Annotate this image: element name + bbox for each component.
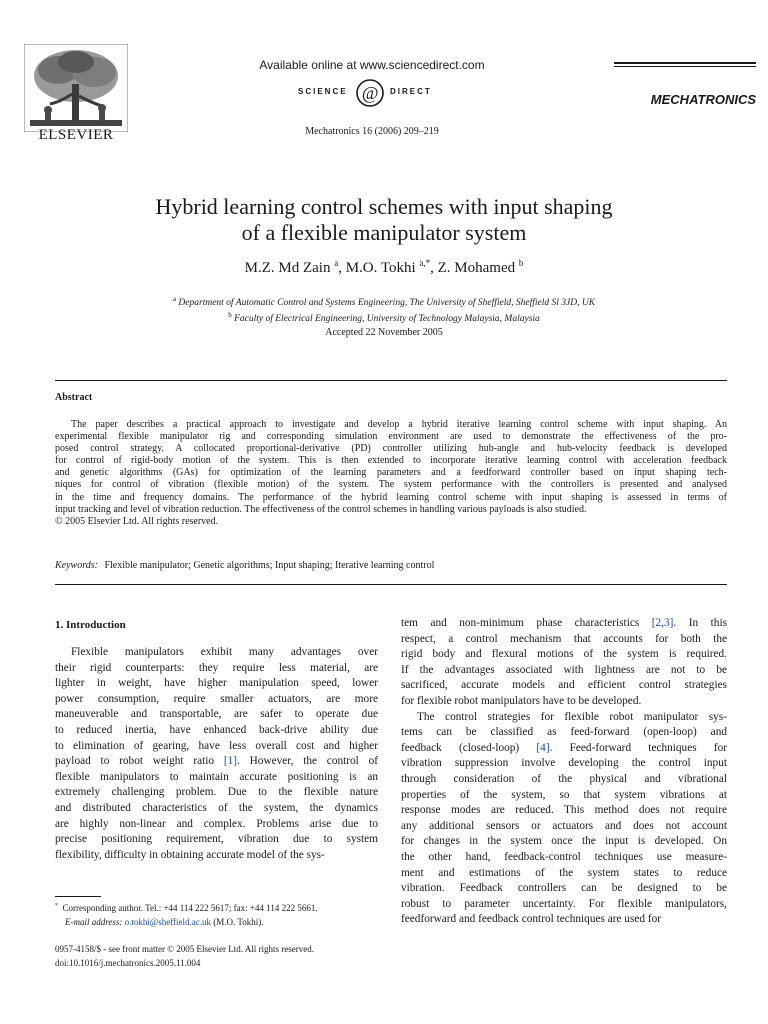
author-affiliation-mark: a — [334, 258, 339, 268]
article-title-line: Hybrid learning control schemes with input shaping — [155, 194, 613, 219]
author-name: M.O. Tokhi — [345, 260, 416, 276]
text-line: any additional sensors or actuators and does not account — [401, 819, 727, 832]
text-line: extremely challenging problem. Due to the flexible nature — [55, 786, 378, 799]
text-line: properties of the system, so that system vibrations at — [401, 788, 727, 801]
text-line: through consideration of the physical and vibrational — [401, 772, 727, 785]
text-line: the other hand, feedback-control techniques use measure- — [401, 850, 727, 863]
footnote-email: E-mail address: o.tokhi@sheffield.ac.uk (M.O. Tokhi). — [65, 917, 264, 927]
elsevier-tree-logo-icon — [24, 44, 128, 132]
author-name: M.Z. Md Zain — [244, 260, 331, 276]
publisher-name: ELSEVIER — [38, 127, 114, 143]
affiliations — [84, 293, 684, 325]
sciencedirect-at-icon — [355, 78, 385, 108]
text-line: and distributed characteristics of the system, the dynamics — [55, 801, 378, 814]
text-line: for flexible robot manipulators have to be developed. — [401, 694, 642, 707]
text-line: rigid body and flexural motions of the system is required. — [401, 648, 727, 661]
citation-link[interactable]: [1] — [223, 755, 238, 768]
text-line: tems can be classified as feed-forward (open-loop) and — [401, 726, 727, 739]
text-line: feedforward and feedback control techniques are used for — [401, 913, 662, 926]
author-affiliation-mark: b — [518, 258, 524, 268]
abstract-line: The paper describes a practical approach to investigate and develop a hybrid iterative learning control scheme with input shaping. An — [71, 419, 727, 430]
footnote — [55, 899, 385, 929]
text-line: The control strategies for flexible robot manipulator sys- — [417, 710, 727, 723]
citation-link[interactable]: [2,3] — [651, 617, 674, 629]
abstract-line: posed control strategy. A collocated proportional-derivative (PD) controller utilizing hub-angle and hub-velocity feedback is developed — [55, 443, 727, 455]
sciencedirect-logo-left: SCIENCE — [298, 87, 348, 96]
abstract-line: niques for control of vibration (flexible motion) of the system. The system performance with the controllers is presented and analysed — [55, 479, 727, 491]
affiliation-line: $^b$ Faculty of Electrical Engineering, University of Technology Malaysia, Malaysia — [228, 311, 540, 325]
text-line: feedback (closed-loop) [4]. Feed-forward techniques for — [401, 741, 727, 754]
text-line: power consumption, require smaller actuators, are more — [55, 692, 378, 705]
text-line: robust to parameter uncertainty. For flexible manipulators, — [401, 897, 727, 910]
keywords-text: Flexible manipulator; Genetic algorithms; Input shaping; Iterative learning control — [104, 560, 435, 571]
text-line: Flexible manipulators exhibit many advantages over — [71, 646, 378, 658]
article-title-line: of a flexible manipulator system — [241, 220, 527, 245]
text-line: to reduced inertia, have enhanced back-drive ability due — [55, 723, 378, 736]
text-line: respect, a control mechanism that accounts for both the — [401, 632, 727, 645]
sciencedirect-at-glyph: @ — [361, 83, 379, 103]
left-column-text — [55, 645, 378, 863]
right-column-text — [401, 616, 727, 928]
text-line: ment and estimations of the system states to reduce — [401, 866, 727, 879]
available-online-text: Available online at www.sciencedirect.com — [259, 58, 485, 72]
abstract-bottom-rule — [55, 584, 727, 585]
article-title — [84, 194, 684, 246]
footnote-rule — [55, 896, 101, 897]
abstract-line: for control of rigid-body motion of the system. This is then extended to incorporate iterative learning control with acceleration feedback — [55, 455, 727, 467]
abstract-line: and genetic algorithms (GAs) for optimization of the learning parameters and a feedforward controller based on input shaping tech- — [55, 467, 727, 479]
doi-line: doi:10.1016/j.mechatronics.2005.11.004 — [55, 958, 201, 968]
journal-reference: Mechatronics 16 (2006) 209–219 — [305, 126, 439, 137]
abstract-line: in the time and frequency domains. The performance of the hybrid learning control scheme with input shaping is assessed in terms of — [55, 491, 727, 503]
keywords — [55, 560, 727, 571]
text-line: to elimination of gearing, have less overall cost and higher — [55, 739, 378, 752]
accepted-date: Accepted 22 November 2005 — [325, 327, 443, 338]
affiliation-line: $^a$ Department of Automatic Control and Systems Engineering, The University of Sheffield, Sheffield Sl 3JD, UK — [172, 295, 596, 309]
header-rule-thin — [614, 66, 756, 67]
author-affiliation-mark: a,* — [419, 258, 431, 268]
abstract-top-rule — [55, 380, 727, 381]
text-line: sacrificed, accurate models and efficient control strategies — [401, 679, 727, 692]
abstract-body — [55, 419, 727, 528]
text-line: flexibility, difficulty in obtaining accurate model of the sys- — [55, 848, 325, 861]
author-name: Z. Mohamed — [437, 260, 516, 276]
text-line: If the advantages associated with lightness are not to be — [401, 663, 727, 676]
abstract-line: © 2005 Elsevier Ltd. All rights reserved. — [55, 515, 219, 527]
text-line: precise positioning requirement, vibration due to system — [55, 833, 378, 846]
text-line: maneuverable and transportable, are safer to operate due — [55, 708, 378, 721]
text-line: vibration suppression involve developing the control input — [401, 757, 727, 770]
header-rule-thick — [614, 62, 756, 64]
abstract-line: experimental flexible manipulator rig and corresponding simulation environment are used to demonstrate the effectiveness of the pro- — [55, 431, 727, 443]
text-line: for changes in the system once the input is developed. On — [401, 835, 727, 848]
keywords-label: Keywords: — [55, 560, 98, 571]
text-line: vibration. Feedback controllers can be designed to be — [401, 882, 727, 895]
abstract-line: input tracking and level of vibration reduction. The effectiveness of the control schemes in handling various payloads is also studied. — [55, 503, 587, 515]
text-line: tem and non-minimum phase characteristics [2,3]. In this — [401, 617, 727, 629]
text-line: lighter in weight, have higher manipulation speed, lower — [55, 677, 378, 690]
section-heading: 1. Introduction — [55, 619, 126, 631]
text-line: flexible manipulators to maintain accurate positioning is an — [55, 770, 378, 783]
sciencedirect-logo — [240, 78, 504, 108]
footnote-corresponding: * Corresponding author. Tel.: +44 114 222 5617; fax: +44 114 222 5661. — [55, 903, 318, 913]
journal-name: MECHATRONICS — [650, 92, 756, 107]
issn-info — [55, 942, 385, 970]
sciencedirect-logo-right: DIRECT — [390, 87, 432, 96]
text-line: their rigid counterparts: they require less material, are — [55, 661, 378, 674]
citation-link[interactable]: [4] — [536, 741, 550, 754]
text-line: response modes are reduced. This method does not require — [401, 804, 727, 817]
text-line: are highly non-linear and complex. Problems arise due to — [55, 817, 378, 830]
author-list: M.Z. Md Zain $^a$, M.O. Tokhi $^{a,*}$, Z. Mohamed $^b$ — [244, 258, 524, 276]
abstract-heading: Abstract — [55, 392, 93, 403]
issn-line: 0957-4158/$ - see front matter © 2005 Elsevier Ltd. All rights reserved. — [55, 944, 315, 954]
email-link[interactable]: o.tokhi@sheffield.ac.uk — [124, 917, 212, 927]
text-line: payload to robot weight ratio [1]. However, the control of — [55, 755, 379, 768]
